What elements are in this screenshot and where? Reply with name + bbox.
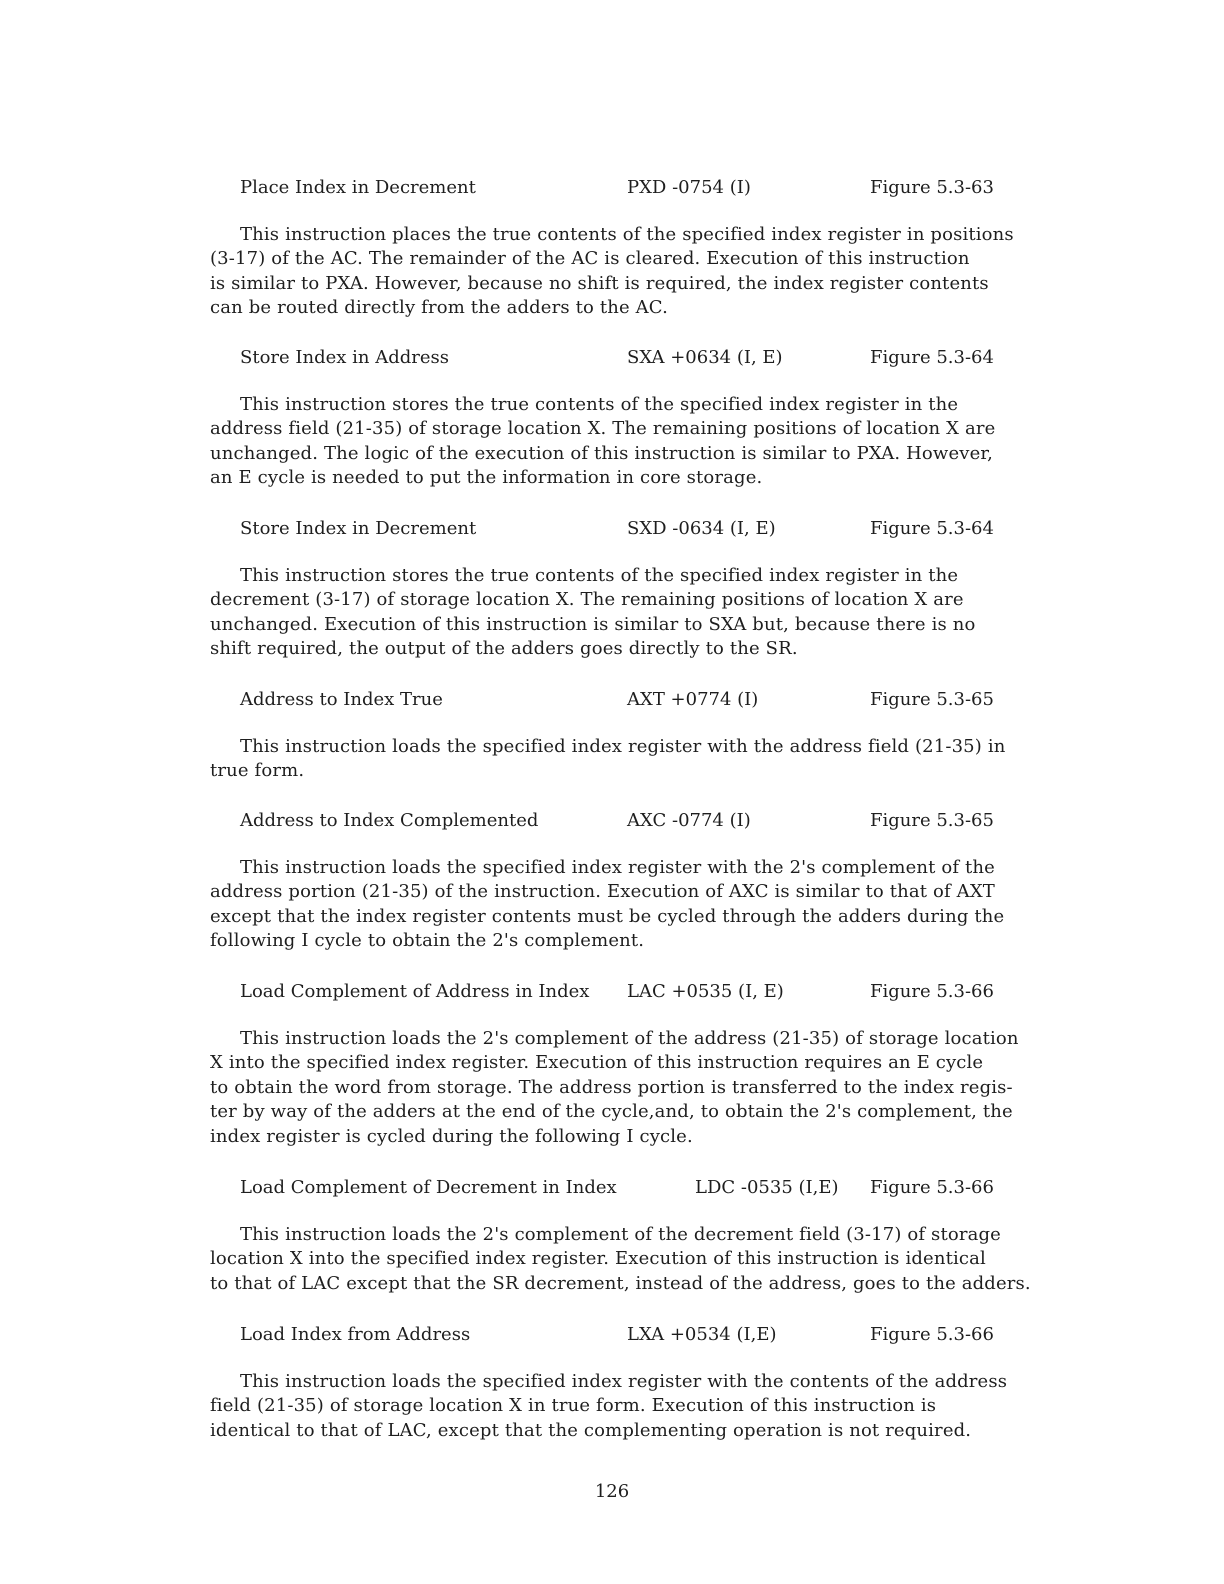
instruction-description bbox=[210, 393, 1052, 491]
paragraph-line: shift required, the output of the adders goes directly to the SR. bbox=[210, 638, 798, 660]
instruction-entry-ldc bbox=[0, 1175, 1224, 1296]
instruction-description bbox=[210, 856, 1052, 954]
figure-reference: Figure 5.3-66 bbox=[870, 1177, 994, 1198]
page-number: 126 bbox=[594, 1481, 630, 1502]
instruction-code: AXT +0774 (I) bbox=[627, 689, 759, 710]
instruction-description bbox=[210, 564, 1052, 662]
instruction-name: Address to Index True bbox=[240, 689, 443, 710]
instruction-name: Address to Index Complemented bbox=[240, 810, 539, 831]
figure-reference: Figure 5.3-65 bbox=[870, 689, 994, 710]
paragraph-line: This instruction stores the true contents of the specified index register in the bbox=[240, 394, 959, 415]
instruction-code: AXC -0774 (I) bbox=[627, 810, 751, 831]
paragraph-line: following I cycle to obtain the 2's complement. bbox=[210, 930, 645, 952]
figure-reference: Figure 5.3-63 bbox=[870, 177, 994, 198]
figure-reference: Figure 5.3-66 bbox=[870, 1324, 994, 1345]
paragraph-line: except that the index register contents must be cycled through the adders during the bbox=[210, 905, 1005, 927]
paragraph-line: address field (21-35) of storage location X. The remaining positions of location X are bbox=[210, 418, 996, 440]
figure-reference: Figure 5.3-66 bbox=[870, 981, 994, 1002]
paragraph-line: an E cycle is needed to put the information in core storage. bbox=[210, 467, 763, 489]
paragraph-line: unchanged. The logic of the execution of this instruction is similar to PXA. However, bbox=[210, 442, 994, 464]
instruction-heading bbox=[0, 175, 1224, 201]
instruction-description bbox=[210, 1370, 1052, 1443]
paragraph-line: This instruction stores the true contents of the specified index register in the bbox=[240, 565, 959, 586]
paragraph-line: X into the specified index register. Execution of this instruction requires an E cycle bbox=[210, 1052, 984, 1074]
paragraph-line: This instruction loads the 2's complement of the decrement field (3-17) of storage bbox=[240, 1224, 1001, 1245]
paragraph-line: to obtain the word from storage. The address portion is transferred to the index regis- bbox=[210, 1076, 1013, 1098]
instruction-code: SXD -0634 (I, E) bbox=[627, 518, 776, 539]
instruction-entry-lxa bbox=[0, 1322, 1224, 1443]
instruction-heading bbox=[0, 979, 1224, 1005]
instruction-code: SXA +0634 (I, E) bbox=[627, 347, 783, 368]
instruction-name: Load Complement of Decrement in Index bbox=[240, 1177, 617, 1198]
instruction-entry-axt bbox=[0, 687, 1224, 784]
instruction-code: PXD -0754 (I) bbox=[627, 177, 751, 198]
paragraph-line: This instruction places the true contents of the specified index register in positions bbox=[240, 224, 1014, 245]
instruction-code: LXA +0534 (I,E) bbox=[627, 1324, 777, 1345]
paragraph-line: decrement (3-17) of storage location X. The remaining positions of location X are bbox=[210, 589, 964, 611]
instruction-description bbox=[210, 1223, 1052, 1296]
instruction-heading bbox=[0, 516, 1224, 542]
instruction-name: Store Index in Address bbox=[240, 347, 449, 368]
instruction-heading bbox=[0, 345, 1224, 371]
instruction-code: LAC +0535 (I, E) bbox=[627, 981, 784, 1002]
paragraph-line: address portion (21-35) of the instruction. Execution of AXC is similar to that of AXT bbox=[210, 881, 995, 903]
paragraph-line: index register is cycled during the following I cycle. bbox=[210, 1125, 693, 1147]
instruction-entry-axc bbox=[0, 808, 1224, 954]
instruction-entry-lac bbox=[0, 979, 1224, 1149]
instruction-heading bbox=[0, 687, 1224, 713]
instruction-name: Place Index in Decrement bbox=[240, 177, 476, 198]
figure-reference: Figure 5.3-64 bbox=[870, 518, 994, 539]
instruction-code: LDC -0535 (I,E) bbox=[695, 1177, 839, 1198]
paragraph-line: location X into the specified index register. Execution of this instruction is identical bbox=[210, 1248, 986, 1270]
paragraph-line: can be routed directly from the adders to the AC. bbox=[210, 297, 668, 319]
paragraph-line: This instruction loads the specified index register with the 2's complement of the bbox=[240, 857, 995, 878]
paragraph-line: (3-17) of the AC. The remainder of the AC is cleared. Execution of this instruction bbox=[210, 248, 970, 270]
paragraph-line: This instruction loads the specified index register with the contents of the address bbox=[240, 1371, 1008, 1392]
paragraph-line: is similar to PXA. However, because no shift is required, the index register contents bbox=[210, 272, 989, 294]
instruction-entry-sxa bbox=[0, 345, 1224, 491]
instruction-name: Store Index in Decrement bbox=[240, 518, 477, 539]
paragraph-line: ter by way of the adders at the end of the cycle,and, to obtain the 2's complement, the bbox=[210, 1101, 1013, 1123]
paragraph-line: true form. bbox=[210, 760, 305, 782]
instruction-entry-pxd bbox=[0, 175, 1224, 321]
instruction-name: Load Complement of Address in Index bbox=[240, 981, 590, 1002]
paragraph-line: This instruction loads the specified index register with the address field (21-35) in bbox=[240, 736, 1006, 757]
paragraph-line: field (21-35) of storage location X in true form. Execution of this instruction is bbox=[210, 1395, 937, 1417]
instruction-heading bbox=[0, 1322, 1224, 1348]
instruction-name: Load Index from Address bbox=[240, 1324, 471, 1345]
paragraph-line: identical to that of LAC, except that the complementing operation is not required. bbox=[210, 1419, 972, 1441]
paragraph-line: This instruction loads the 2's complement of the address (21-35) of storage location bbox=[240, 1028, 1019, 1049]
instruction-description bbox=[210, 223, 1052, 321]
instruction-description bbox=[210, 735, 1052, 784]
instruction-description bbox=[210, 1027, 1052, 1149]
paragraph-line: unchanged. Execution of this instruction is similar to SXA but, because there is no bbox=[210, 613, 976, 635]
figure-reference: Figure 5.3-65 bbox=[870, 810, 994, 831]
instruction-heading bbox=[0, 1175, 1224, 1201]
paragraph-line: to that of LAC except that the SR decrement, instead of the address, goes to the adders. bbox=[210, 1272, 1031, 1294]
figure-reference: Figure 5.3-64 bbox=[870, 347, 994, 368]
instruction-entry-sxd bbox=[0, 516, 1224, 662]
instruction-heading bbox=[0, 808, 1224, 834]
